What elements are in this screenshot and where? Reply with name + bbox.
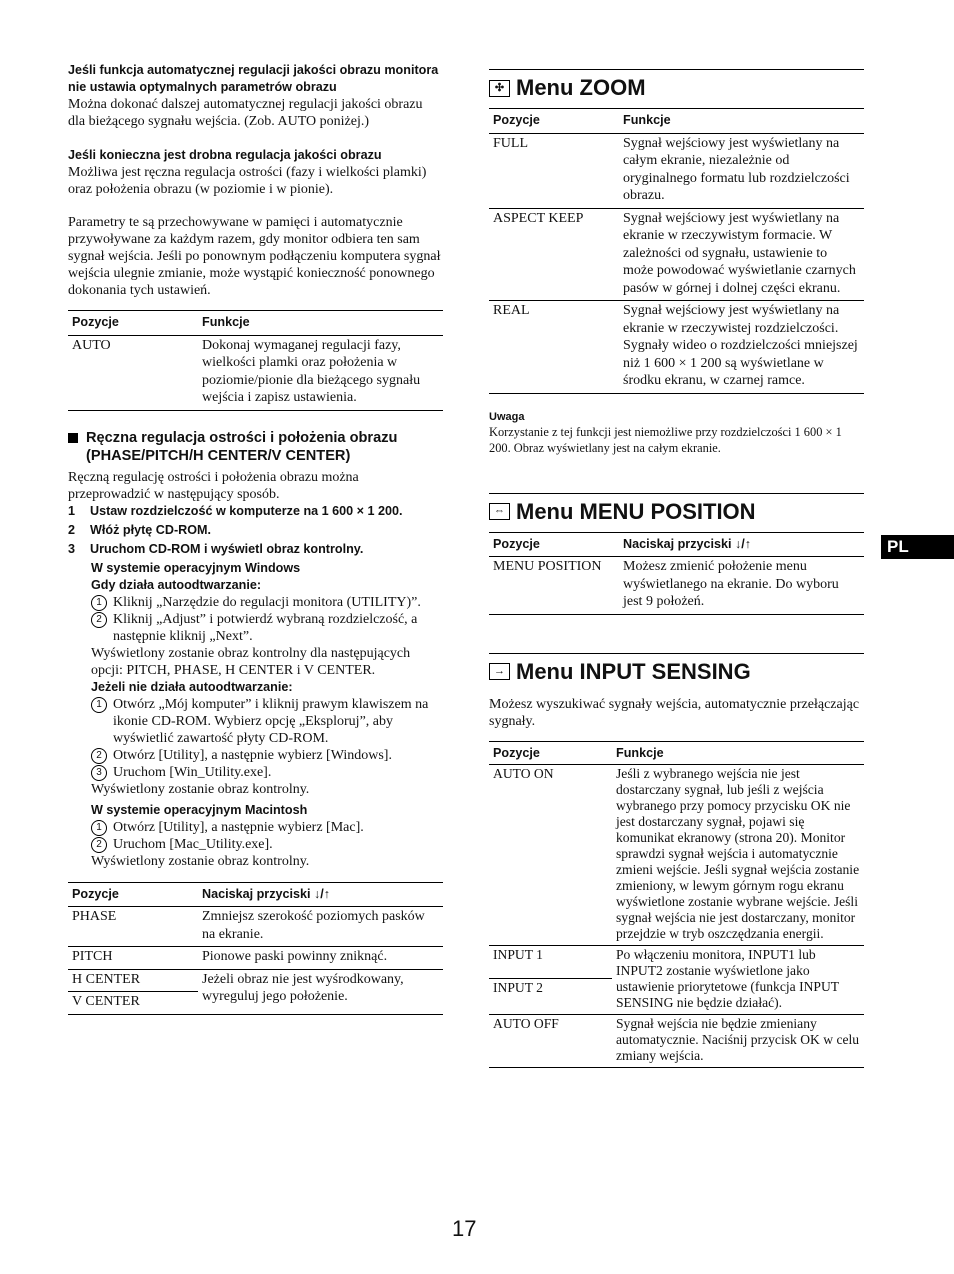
list-item <box>91 747 443 764</box>
item-aspect-keep-desc: Sygnał wejściowy jest wyświetlany na ekranie w rzeczywistym formacie. W zależności od sygnału, ustawienie to może powodować wyświetlanie czarnych pasów w górnej i dolnej części ekranu. <box>619 208 864 301</box>
circled-number-icon: 1 <box>91 697 107 713</box>
input-sensing-section <box>489 653 864 686</box>
item-input-2: INPUT 2 <box>489 978 612 1014</box>
col-header-functions: Funkcje <box>198 311 443 336</box>
note-heading: Uwaga <box>489 410 525 423</box>
menu-position-title <box>489 498 864 526</box>
windows-heading: W systemie operacyjnym Windows <box>91 560 301 575</box>
table-row <box>489 557 864 615</box>
table-row <box>489 764 864 945</box>
list-item <box>91 819 443 836</box>
col-header-items: Pozycje <box>489 109 619 134</box>
table-row <box>489 945 864 978</box>
auto-fail-text: Można dokonać dalszej automatycznej regulacji jakości obrazu dla bieżącego sygnału wejścia. (Zob. AUTO poniżej.) <box>68 97 423 129</box>
col-header-items: Pozycje <box>489 741 612 764</box>
list-item-text: Kliknij „Narzędzie do regulacji monitora (UTILITY)”. <box>113 594 421 610</box>
circled-number-icon: 2 <box>91 748 107 764</box>
circled-number-icon: 3 <box>91 765 107 781</box>
fine-text: Możliwa jest ręczna regulacja ostrości (fazy i wielkości plamki) oraz położenia obrazu (w poziomie i w pionie). <box>68 165 427 197</box>
circled-number-icon: 2 <box>91 612 107 628</box>
mac-heading: W systemie operacyjnym Macintosh <box>91 802 308 817</box>
item-hcenter: H CENTER <box>68 969 198 992</box>
note-text: Korzystanie z tej funkcji jest niemożliwe przy rozdzielczości 1 600 × 1 200. Obraz wyświetlany jest na całym ekranie. <box>489 424 842 455</box>
step-2 <box>68 522 443 539</box>
circled-number-icon: 1 <box>91 820 107 836</box>
item-full-desc: Sygnał wejściowy jest wyświetlany na całym ekranie, niezależnie od oryginalnego formatu lub rozdzielczości obrazu. <box>619 133 864 208</box>
table-row <box>68 907 443 947</box>
table-row <box>68 335 443 410</box>
menu-position-icon: ⇔ <box>489 503 510 520</box>
input-sensing-table <box>489 741 864 1068</box>
item-center-desc: Jeżeli obraz nie jest wyśrodkowany, wyreguluj jego położenie. <box>198 969 443 1014</box>
list-item <box>91 696 443 747</box>
table-row <box>68 947 443 970</box>
zoom-table <box>489 108 864 394</box>
item-menu-position-desc: Możesz zmienić położenie menu wyświetlanego na ekranie. Do wyboru jest 9 położeń. <box>619 557 864 615</box>
list-item-text: Otwórz [Utility], a następnie wybierz [Windows]. <box>113 747 392 763</box>
table-row <box>489 133 864 208</box>
autoplay-result: Wyświetlony zostanie obraz kontrolny dla następujących opcji: PITCH, PHASE, H CENTER i V CENTER. <box>91 645 411 678</box>
fine-heading: Jeśli konieczna jest drobna regulacja jakości obrazu <box>68 148 382 162</box>
manual-heading <box>68 429 443 465</box>
menu-position-section <box>489 493 864 526</box>
auto-fail-heading: Jeśli funkcja automatycznej regulacji jakości obrazu monitora nie ustawia optymalnych parametrów obrazu <box>68 63 439 94</box>
col-header-functions: Funkcje <box>619 109 864 134</box>
list-item-text: Otwórz [Utility], a następnie wybierz [Mac]. <box>113 819 364 835</box>
left-column <box>68 62 443 1015</box>
item-aspect-keep: ASPECT KEEP <box>489 208 619 301</box>
zoom-icon: ✣ <box>489 80 510 97</box>
item-phase-desc: Zmniejsz szerokość poziomych pasków na ekranie. <box>198 907 443 947</box>
item-real: REAL <box>489 301 619 394</box>
table-row <box>489 1014 864 1067</box>
autoplay-off-heading: Jeżeli nie działa autoodtwarzanie: <box>91 679 293 694</box>
item-pitch: PITCH <box>68 947 198 970</box>
item-menu-position: MENU POSITION <box>489 557 619 615</box>
input-sensing-title <box>489 658 864 686</box>
step-1 <box>68 503 443 520</box>
col-header-items: Pozycje <box>489 532 619 557</box>
step-text: Włóż płytę CD-ROM. <box>90 522 212 537</box>
item-input-1: INPUT 1 <box>489 945 612 978</box>
language-tab: PL <box>881 535 954 559</box>
zoom-title <box>489 74 864 102</box>
mac-result: Wyświetlony zostanie obraz kontrolny. <box>91 853 310 869</box>
list-item-text: Kliknij „Adjust” i potwierdź wybraną rozdzielczość, a następnie kliknij „Next”. <box>113 611 418 644</box>
item-auto: AUTO <box>68 335 198 410</box>
table-row <box>489 208 864 301</box>
autoplay-on-heading: Gdy działa autoodtwarzanie: <box>91 577 262 592</box>
col-header-items: Pozycje <box>68 882 198 907</box>
item-pitch-desc: Pionowe paski powinny zniknąć. <box>198 947 443 970</box>
item-full: FULL <box>489 133 619 208</box>
col-header-buttons: Naciskaj przyciski ↓/↑ <box>619 532 864 557</box>
circled-number-icon: 1 <box>91 595 107 611</box>
input-sensing-text: Możesz wyszukiwać sygnały wejścia, automatycznie przełączając sygnały. <box>489 696 860 729</box>
list-item-text: Uruchom [Win_Utility.exe]. <box>113 764 272 780</box>
params-text: Parametry te są przechowywane w pamięci i automatycznie przywoływane za każdym razem, gdy monitor odbiera ten sam sygnał wejścia. Jeśli po ponownym podłączeniu komputera sygnał wejścia ulegnie zmianie, może wystąpić konieczność ponownego dokonania tych ustawień. <box>68 215 441 298</box>
item-auto-off: AUTO OFF <box>489 1014 612 1067</box>
circled-number-icon: 2 <box>91 837 107 853</box>
item-real-desc: Sygnał wejściowy jest wyświetlany na ekranie w rzeczywistej rozdzielczości. Sygnały wideo o rozdzielczości mniejszej niż 1 600 × 1 200 są wyświetlane w środku ekranu, w czarnej ramce. <box>619 301 864 394</box>
item-vcenter: V CENTER <box>68 992 198 1015</box>
menu-position-table <box>489 532 864 615</box>
item-auto-on: AUTO ON <box>489 764 612 945</box>
page-number: 17 <box>452 1216 477 1241</box>
menu-position-title-text: Menu MENU POSITION <box>516 498 756 524</box>
manual-result: Wyświetlony zostanie obraz kontrolny. <box>91 781 310 797</box>
step-number: 3 <box>68 541 76 556</box>
item-auto-desc: Dokonaj wymaganej regulacji fazy, wielkości plamki oraz położenia w poziomie/pionie dla bieżącego sygnału wejścia i zapisz ustawienia. <box>198 335 443 410</box>
list-item <box>91 836 443 853</box>
item-input-desc: Po włączeniu monitora, INPUT1 lub INPUT2 zostanie wyświetlone jako ustawienie priorytetowe (funkcja INPUT SENSING nie będzie działać). <box>612 945 864 1014</box>
list-item-text: Uruchom [Mac_Utility.exe]. <box>113 836 273 852</box>
col-header-buttons: Naciskaj przyciski ↓/↑ <box>198 882 443 907</box>
col-header-items: Pozycje <box>68 311 198 336</box>
step-text: Uruchom CD-ROM i wyświetl obraz kontrolny. <box>90 541 364 556</box>
auto-table <box>68 310 443 411</box>
step-3 <box>68 541 443 558</box>
item-phase: PHASE <box>68 907 198 947</box>
list-item-text: Otwórz „Mój komputer” i kliknij prawym klawiszem na ikonie CD-ROM. Wybierz opcję „Eksploruj”, aby wyświetlić zawartość płyty CD-ROM. <box>113 696 429 746</box>
step-number: 2 <box>68 522 76 537</box>
input-sensing-icon: → <box>489 663 510 680</box>
input-sensing-title-text: Menu INPUT SENSING <box>516 658 751 684</box>
table-row <box>68 969 443 992</box>
manual-heading-text: Ręczna regulacja ostrości i położenia obrazu (PHASE/PITCH/H CENTER/V CENTER) <box>86 429 398 464</box>
list-item <box>91 594 443 611</box>
square-bullet-icon <box>68 433 78 443</box>
zoom-title-text: Menu ZOOM <box>516 75 646 100</box>
list-item <box>91 611 443 645</box>
phase-table <box>68 882 443 1015</box>
step-number: 1 <box>68 503 76 518</box>
list-item <box>91 764 443 781</box>
step-text: Ustaw rozdzielczość w komputerze na 1 600 × 1 200. <box>90 503 403 518</box>
item-auto-off-desc: Sygnał wejścia nie będzie zmieniany automatycznie. Naciśnij przycisk OK w celu zmiany wejścia. <box>612 1014 864 1067</box>
col-header-functions: Funkcje <box>612 741 864 764</box>
windows-section <box>68 560 443 870</box>
item-auto-on-desc: Jeśli z wybranego wejścia nie jest dostarczany sygnał, lub jeśli z wejścia wybranego przy pomocy przycisku OK nie jest dostarczany sygnał, pojawi się komunikat ekranowy (strona 20). Monitor sprawdzi sygnał wejścia i automatycznie zmieni wejście. Jeśli sygnał wejścia zostanie zmieniony, w lewym górnym rogu ekranu wyświetlone zostanie wybrane wejście. Jeśli sygnał wejścia nie jest dostarczany, monitor przejdzie w tryb oszczędzania energii. <box>612 764 864 945</box>
manual-text: Ręczną regulację ostrości i położenia obrazu można przeprowadzić w następujący sposób. <box>68 469 359 502</box>
table-row <box>489 301 864 394</box>
right-column <box>489 69 864 1068</box>
zoom-section <box>489 69 864 102</box>
